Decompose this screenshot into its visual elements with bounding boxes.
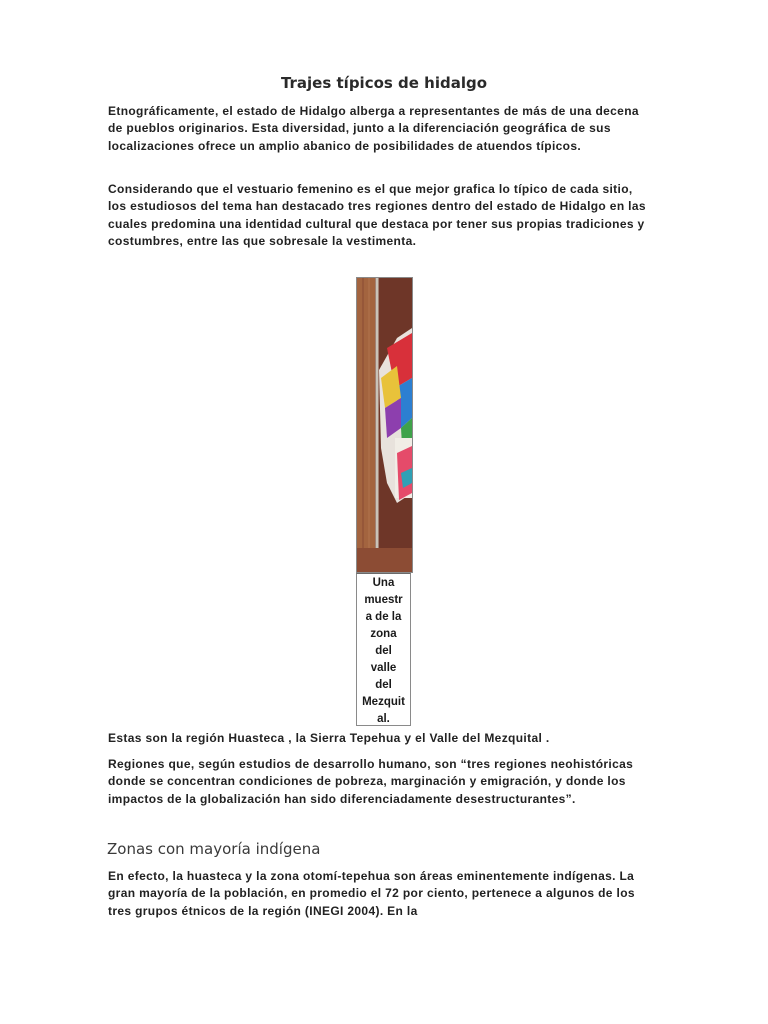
caption-line: al. [377, 713, 390, 725]
figure [356, 277, 413, 726]
caption-line: del [375, 645, 392, 657]
figure-caption [356, 573, 411, 726]
page-title: Trajes típicos de hidalgo [280, 74, 488, 92]
caption-line: valle [370, 662, 397, 674]
caption-line: del [375, 679, 392, 691]
caption-line: a de la [365, 611, 402, 623]
caption-line: muestr [364, 594, 403, 606]
paragraph-indigenous: En efecto, la huasteca y la zona otomí-tepehua son áreas eminentemente indígenas. La gran mayoría de la población, en promedio el 72 por ciento, pertenece a algunos de los tres grupos étnicos de la región (INEGI 2004). En la [108, 869, 635, 918]
costume-photo [356, 277, 413, 573]
section-heading: Zonas con mayoría indígena [107, 840, 321, 858]
caption-line: zona [370, 628, 397, 640]
caption-line: Una [372, 577, 395, 589]
paragraph-human-development: Regiones que, según estudios de desarrollo humano, son “tres regiones neohistóricas donde se concentran condiciones de pobreza, marginación y emigración, y donde los impactos de la globalización han sido diferenciadamente desestructurantes”. [108, 757, 634, 806]
paragraph-regions: Considerando que el vestuario femenino es el que mejor grafica lo típico de cada sitio, los estudiosos del tema han destacado tres regiones dentro del estado de Hidalgo en las cuales predomina una identidad cultural que destaca por tener sus propias tradiciones y costumbres, entre las que sobresale la vestimenta. [108, 182, 646, 249]
paragraph-intro: Etnográficamente, el estado de Hidalgo alberga a representantes de más de una decena de pueblos originarios. Esta diversidad, junto a la diferenciación geográfica de sus localizaciones ofrece un amplio abanico de posibilidades de atuendos típicos. [108, 104, 639, 153]
paragraph-region-list: Estas son la región Huasteca , la Sierra Tepehua y el Valle del Mezquital . [108, 731, 550, 745]
caption-line: Mezquit [362, 696, 405, 708]
